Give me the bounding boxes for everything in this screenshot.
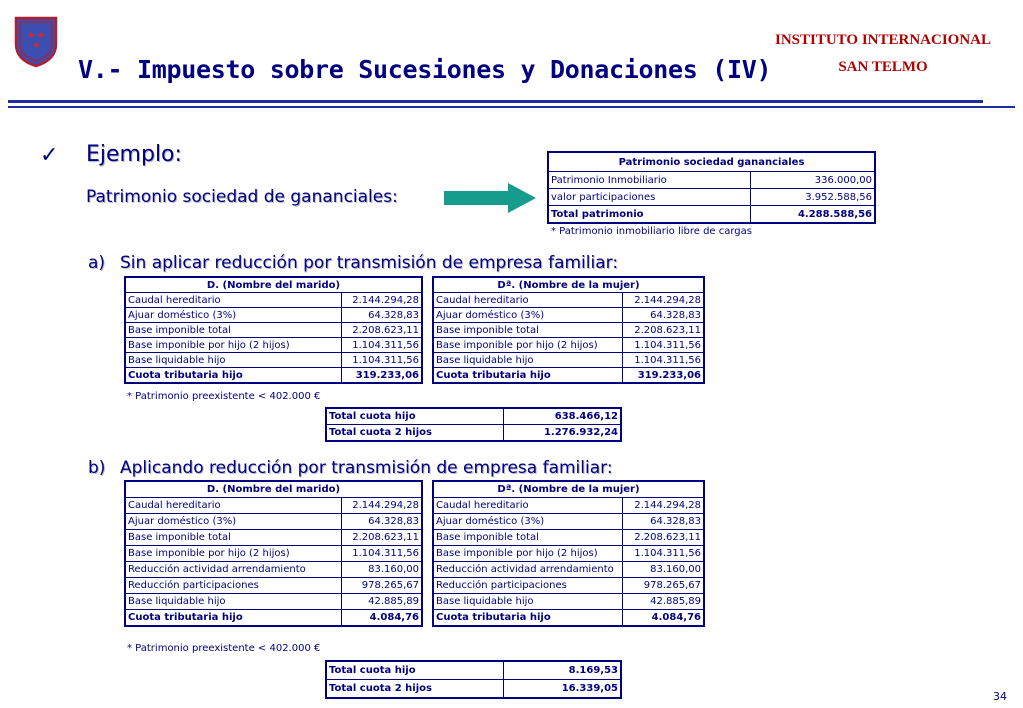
row-label: Ajuar doméstico (3%)	[125, 308, 342, 323]
row-value: 1.104.311,56	[342, 546, 422, 562]
patrimonio-table	[547, 151, 876, 224]
table-row	[125, 338, 422, 353]
table-row	[125, 578, 422, 594]
table-row	[125, 498, 422, 514]
row-label: Reducción actividad arrendamiento	[125, 562, 342, 578]
institute-name-line1: INSTITUTO INTERNACIONAL	[774, 32, 992, 48]
row-value: 2.144.294,28	[623, 293, 704, 308]
row-value: 978.265,67	[342, 578, 422, 594]
table-row-total	[125, 610, 422, 627]
table-row	[125, 562, 422, 578]
table-row	[433, 308, 704, 323]
table-row	[125, 514, 422, 530]
row-label: Base imponible por hijo (2 hijos)	[125, 546, 342, 562]
row-label: Ajuar doméstico (3%)	[433, 514, 623, 530]
row-value: 638.466,12	[503, 408, 621, 425]
row-value: 83.160,00	[623, 562, 704, 578]
row-value: 1.104.311,56	[342, 353, 422, 368]
row-value: 1.276.932,24	[503, 425, 621, 442]
institute-name	[753, 27, 1013, 81]
row-value: 4.084,76	[342, 610, 422, 627]
husband-table-b	[124, 480, 423, 627]
table-row	[433, 514, 704, 530]
row-value: 42.885,89	[623, 594, 704, 610]
table-row	[125, 293, 422, 308]
section-b-heading-text: Aplicando reducción por transmisión de empresa familiar:	[120, 458, 613, 478]
row-label: Total cuota 2 hijos	[326, 680, 503, 699]
row-label: Base liquidable hijo	[433, 594, 623, 610]
husband-table-header: D. (Nombre del marido)	[125, 277, 422, 293]
row-value: 2.208.623,11	[342, 530, 422, 546]
table-row	[326, 661, 621, 680]
table-row	[433, 546, 704, 562]
row-value: 2.144.294,28	[342, 498, 422, 514]
row-value: 2.144.294,28	[623, 498, 704, 514]
page-title: V.- Impuesto sobre Sucesiones y Donaciones (IV)	[78, 55, 772, 84]
table-row-total	[125, 368, 422, 384]
row-value: 83.160,00	[342, 562, 422, 578]
table-row	[125, 323, 422, 338]
wife-table-header: Dª. (Nombre de la mujer)	[433, 277, 704, 293]
table-row	[433, 293, 704, 308]
table-row-total	[433, 368, 704, 384]
row-value: 64.328,83	[342, 514, 422, 530]
table-row	[125, 546, 422, 562]
row-value: 1.104.311,56	[623, 353, 704, 368]
section-b-note: * Patrimonio preexistente < 402.000 €	[127, 643, 321, 654]
table-row	[125, 353, 422, 368]
table-row	[433, 578, 704, 594]
table-row	[433, 530, 704, 546]
section-a-letter: a)	[88, 253, 106, 273]
svg-text:✚: ✚	[28, 31, 35, 40]
row-label: Caudal hereditario	[125, 498, 342, 514]
row-label: Base imponible total	[433, 323, 623, 338]
row-label: Caudal hereditario	[433, 498, 623, 514]
section-b-heading	[88, 458, 613, 478]
table-row	[548, 189, 875, 206]
row-label: Cuota tributaria hijo	[433, 610, 623, 627]
row-value: 4.084,76	[623, 610, 704, 627]
table-row	[326, 408, 621, 425]
row-value: 2.208.623,11	[342, 323, 422, 338]
page-number: 34	[993, 690, 1007, 703]
svg-text:✚: ✚	[38, 31, 45, 40]
row-value: 2.208.623,11	[623, 530, 704, 546]
right-arrow-icon	[444, 183, 536, 213]
patrimonio-note: * Patrimonio inmobiliario libre de cargas	[551, 226, 752, 237]
table-row	[326, 425, 621, 442]
row-label: Base liquidable hijo	[433, 353, 623, 368]
row-label: Ajuar doméstico (3%)	[125, 514, 342, 530]
table-row	[125, 594, 422, 610]
table-row	[125, 308, 422, 323]
row-label: Base liquidable hijo	[125, 594, 342, 610]
row-value: 336.000,00	[751, 172, 875, 189]
row-value: 1.104.311,56	[623, 338, 704, 353]
section-b-letter: b)	[88, 458, 106, 478]
row-value: 2.208.623,11	[623, 323, 704, 338]
checkmark-icon: ✓	[40, 143, 59, 168]
row-label: Total cuota 2 hijos	[326, 425, 503, 442]
svg-text:✚: ✚	[33, 41, 40, 50]
row-label: Base imponible total	[125, 530, 342, 546]
row-label: Cuota tributaria hijo	[433, 368, 623, 384]
section-a-note: * Patrimonio preexistente < 402.000 €	[127, 391, 321, 402]
table-row	[433, 338, 704, 353]
row-value: 8.169,53	[503, 661, 621, 680]
row-value: 3.952.588,56	[751, 189, 875, 206]
row-value: 1.104.311,56	[623, 546, 704, 562]
section-a-heading-text: Sin aplicar reducción por transmisión de empresa familiar:	[120, 253, 619, 273]
totals-table-a	[325, 407, 622, 442]
row-label: Patrimonio Inmobiliario	[548, 172, 751, 189]
row-value: 319.233,06	[623, 368, 704, 384]
row-value: 2.144.294,28	[342, 293, 422, 308]
institute-name-line2: SAN TELMO	[838, 59, 928, 75]
table-row	[125, 530, 422, 546]
row-value: 1.104.311,56	[342, 338, 422, 353]
row-label: Base imponible por hijo (2 hijos)	[433, 338, 623, 353]
row-label: Base imponible por hijo (2 hijos)	[433, 546, 623, 562]
table-row	[433, 562, 704, 578]
row-label: Reducción participaciones	[125, 578, 342, 594]
patrimonio-table-header: Patrimonio sociedad gananciales	[548, 152, 875, 172]
row-label: Base imponible total	[433, 530, 623, 546]
row-label: Base imponible total	[125, 323, 342, 338]
row-value: 64.328,83	[342, 308, 422, 323]
husband-table-a	[124, 276, 423, 384]
institute-crest-icon	[14, 16, 58, 68]
row-value: 319.233,06	[342, 368, 422, 384]
totals-table-b	[325, 660, 622, 699]
husband-table-header: D. (Nombre del marido)	[125, 481, 422, 498]
table-row-total	[433, 610, 704, 627]
table-row	[433, 353, 704, 368]
wife-table-header: Dª. (Nombre de la mujer)	[433, 481, 704, 498]
row-value: 16.339,05	[503, 680, 621, 699]
row-value: 4.288.588,56	[751, 206, 875, 224]
row-label: Reducción actividad arrendamiento	[433, 562, 623, 578]
row-label: Total cuota hijo	[326, 661, 503, 680]
row-label: Cuota tributaria hijo	[125, 368, 342, 384]
row-label: Total patrimonio	[548, 206, 751, 224]
bullet-ejemplo: Ejemplo:	[86, 142, 182, 167]
row-label: Reducción participaciones	[433, 578, 623, 594]
wife-table-a	[432, 276, 705, 384]
row-label: Base liquidable hijo	[125, 353, 342, 368]
row-value: 42.885,89	[342, 594, 422, 610]
table-row	[326, 680, 621, 699]
row-value: 64.328,83	[623, 514, 704, 530]
row-label: Total cuota hijo	[326, 408, 503, 425]
table-row-total	[548, 206, 875, 224]
header-rule-top	[8, 100, 983, 103]
row-value: 64.328,83	[623, 308, 704, 323]
table-row	[433, 323, 704, 338]
row-label: Ajuar doméstico (3%)	[433, 308, 623, 323]
intro-subtitle: Patrimonio sociedad de gananciales:	[86, 187, 398, 207]
row-value: 978.265,67	[623, 578, 704, 594]
section-a-heading	[88, 253, 618, 273]
row-label: Base imponible por hijo (2 hijos)	[125, 338, 342, 353]
table-row	[433, 594, 704, 610]
table-row	[548, 172, 875, 189]
row-label: valor participaciones	[548, 189, 751, 206]
row-label: Cuota tributaria hijo	[125, 610, 342, 627]
wife-table-b	[432, 480, 705, 627]
row-label: Caudal hereditario	[433, 293, 623, 308]
row-label: Caudal hereditario	[125, 293, 342, 308]
header-rule-bottom	[8, 106, 1015, 108]
table-row	[433, 498, 704, 514]
